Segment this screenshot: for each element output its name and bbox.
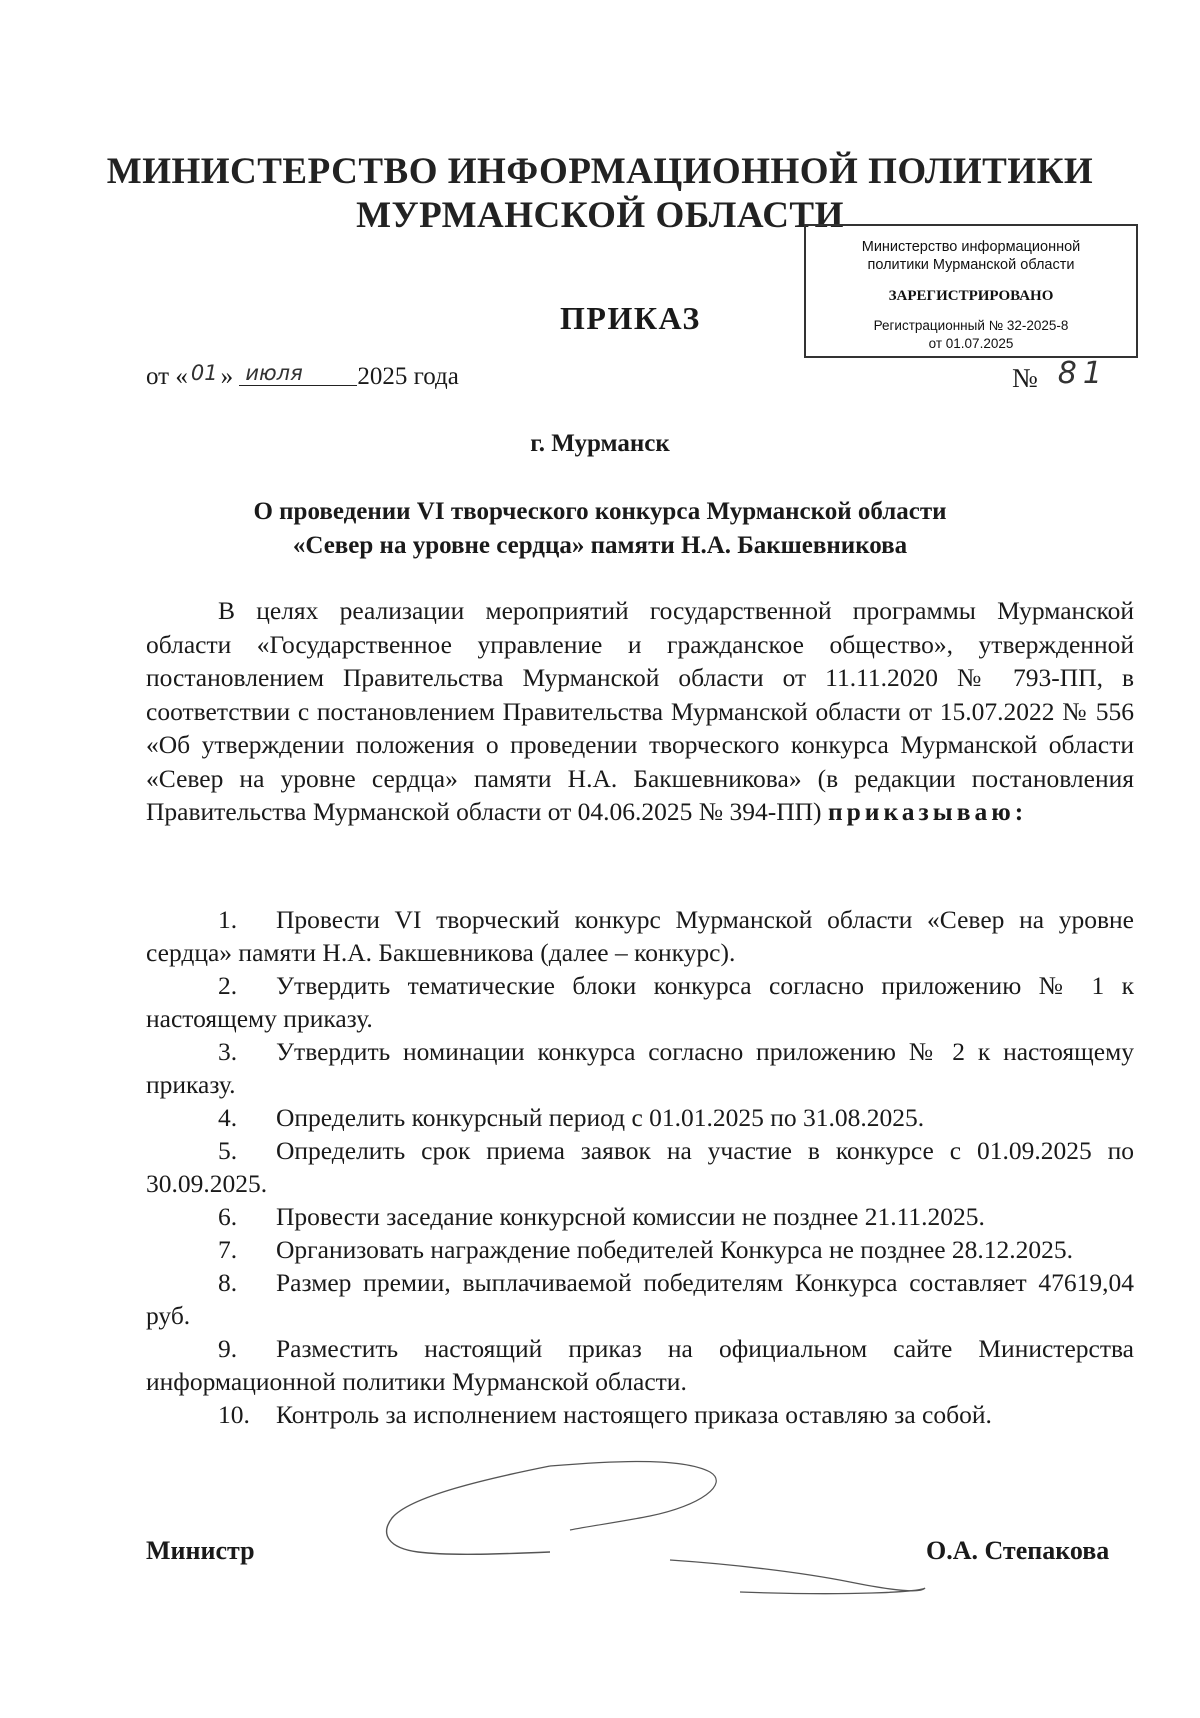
order-item-number: 5. <box>218 1136 238 1165</box>
order-item-text: Размер премии, выплачиваемой победителям Конкурса составляет 47619,04 руб. <box>146 1268 1134 1330</box>
date-year: 2025 года <box>357 363 459 390</box>
handwritten-signature <box>380 1460 940 1610</box>
order-item <box>146 903 1134 969</box>
date-mid: » <box>220 363 240 390</box>
signatory-position: Министр <box>146 1536 255 1565</box>
order-item-number: 10. <box>218 1400 250 1429</box>
document-type: ПРИКАЗ <box>560 300 701 336</box>
order-item <box>146 1398 1134 1431</box>
order-item-number: 8. <box>218 1268 238 1297</box>
order-item-text: Провести заседание конкурсной комиссии не позднее 21.11.2025. <box>276 1202 985 1231</box>
order-item-text: Определить конкурсный период с 01.01.2025 по 31.08.2025. <box>276 1103 925 1132</box>
order-item-number: 4. <box>218 1103 238 1132</box>
subject-line1: О проведении VI творческого конкурса Мурманской области <box>253 498 947 525</box>
order-item <box>146 1134 1134 1200</box>
order-item-text: Организовать награждение победителей Конкурса не позднее 28.12.2025. <box>276 1235 1074 1264</box>
date-month: июля <box>239 361 357 386</box>
city: г. Мурманск <box>530 430 670 457</box>
order-item-number: 6. <box>218 1202 238 1231</box>
order-item <box>146 1035 1134 1101</box>
order-item-text: Определить срок приема заявок на участие в конкурсе с 01.09.2025 по 30.09.2025. <box>146 1136 1134 1198</box>
ministry-title-line1: МИНИСТЕРСТВО ИНФОРМАЦИОННОЙ ПОЛИТИКИ <box>106 151 1094 192</box>
order-item <box>146 1233 1134 1266</box>
order-item-number: 1. <box>218 905 238 934</box>
ministry-title-line2: МУРМАНСКОЙ ОБЛАСТИ <box>356 195 844 236</box>
stamp-org-line1: Министерство информационной <box>861 239 1081 255</box>
stamp-org-line2: политики Мурманской области <box>867 257 1075 273</box>
order-item-text: Контроль за исполнением настоящего приказа оставляю за собой. <box>276 1400 992 1429</box>
order-items <box>146 903 1134 1431</box>
stamp-reg-date: от 01.07.2025 <box>928 336 1014 351</box>
subject-line2: «Север на уровне сердца» памяти Н.А. Бакшевникова <box>292 532 908 559</box>
preamble-command: приказываю: <box>827 797 1028 826</box>
preamble <box>146 594 1134 829</box>
registration-stamp <box>804 224 1138 358</box>
order-item <box>146 1101 1134 1134</box>
order-item <box>146 969 1134 1035</box>
preamble-text: В целях реализации мероприятий государственной программы Мурманской области «Государственное управление и гражданское общество», утвержденной постановлением Правительства Мурманской области от 11.11.2020 № 793-ПП, в соответствии с постановлением Правительства Мурманской области от 15.07.2022 № 556 «Об утверждении положения о проведении творческого конкурса Мурманской области «Север на уровне сердца» памяти Н.А. Бакшевникова» (в редакции постановления Правительства Мурманской области от 04.06.2025 № 394-ПП) <box>146 596 1134 826</box>
order-item-text: Провести VI творческий конкурс Мурманской области «Север на уровне сердца» памяти Н.А. Бакшевникова (далее – конкурс). <box>146 905 1134 967</box>
order-item <box>146 1332 1134 1398</box>
order-item-number: 3. <box>218 1037 238 1066</box>
order-item-text: Утвердить номинации конкурса согласно приложению № 2 к настоящему приказу. <box>146 1037 1134 1099</box>
order-date <box>146 363 459 391</box>
order-item-number: 9. <box>218 1334 238 1363</box>
signatory-name: О.А. Степакова <box>926 1536 1110 1565</box>
order-item <box>146 1266 1134 1332</box>
stamp-status: ЗАРЕГИСТРИРОВАНО <box>888 288 1054 304</box>
order-number <box>1012 356 1108 395</box>
stamp-reg-number: Регистрационный № 32-2025-8 <box>873 318 1069 333</box>
order-item-number: 2. <box>218 971 238 1000</box>
order-item <box>146 1200 1134 1233</box>
number-value: 81 <box>1057 356 1108 391</box>
date-day: 01 <box>190 361 218 385</box>
number-label: № <box>1012 363 1038 393</box>
date-prefix: от « <box>146 363 188 390</box>
order-item-text: Утвердить тематические блоки конкурса согласно приложению № 1 к настоящему приказу. <box>146 971 1134 1033</box>
order-item-text: Разместить настоящий приказ на официальном сайте Министерства информационной политики Мурманской области. <box>146 1334 1134 1396</box>
order-item-number: 7. <box>218 1235 238 1264</box>
